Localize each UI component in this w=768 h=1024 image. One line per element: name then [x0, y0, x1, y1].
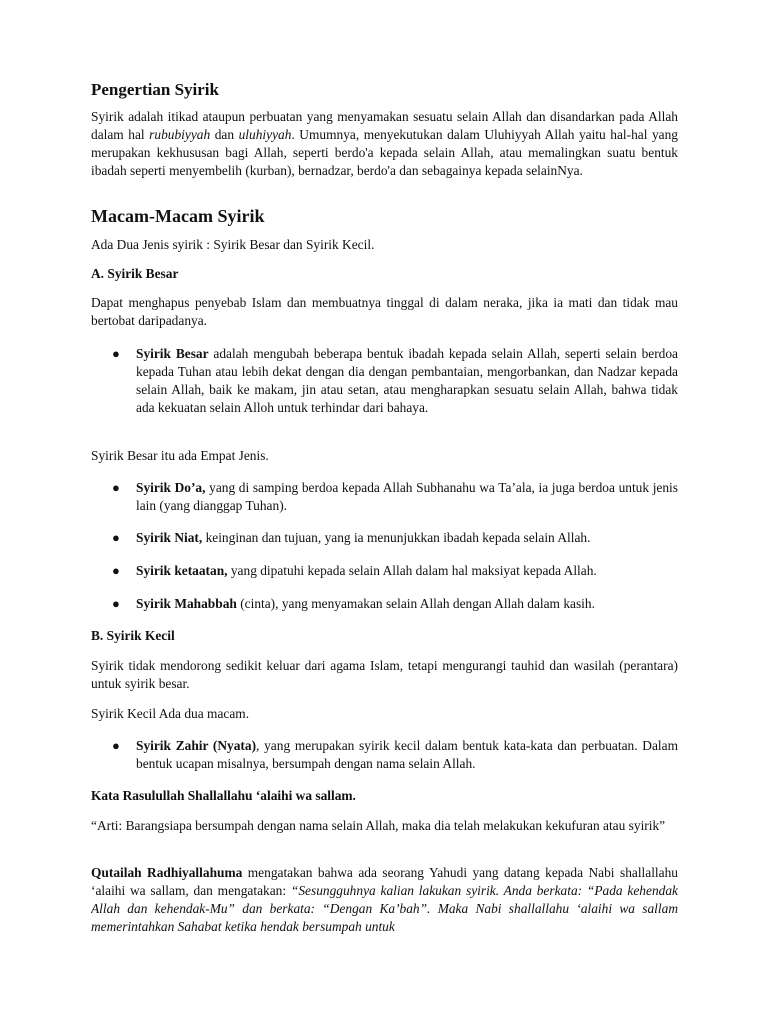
bullet-term: Syirik Besar	[136, 346, 209, 361]
types-intro: Ada Dua Jenis syirik : Syirik Besar dan Syirik Kecil.	[91, 237, 375, 252]
list-item-syirik-niat	[112, 529, 678, 547]
list-item-syirik-zahir	[112, 737, 678, 773]
bullet-term: Syirik Do’a,	[136, 480, 206, 495]
bullet-text: yang dipatuhi kepada selain Allah dalam hal maksiyat kepada Allah.	[227, 563, 597, 578]
bullet-term: Syirik ketaatan,	[136, 563, 228, 578]
intro-italic-rububiyyah: rububiyyah	[149, 127, 211, 142]
bullet-icon: ●	[112, 738, 120, 753]
bullet-term: Syirik Zahir (Nyata)	[136, 738, 257, 753]
list-item-syirik-ketaatan	[112, 562, 678, 580]
bullet-term: Syirik Niat,	[136, 530, 203, 545]
besar-description: Dapat menghapus penyebab Islam dan membuatnya tinggal di dalam neraka, jika ia mati dan tidak mau bertobat daripadanya.	[91, 295, 678, 328]
list-item-syirik-doa	[112, 479, 678, 515]
qutailah-name: Qutailah Radhiyallahuma	[91, 865, 243, 880]
qutailah-italic-quote: “Sesungguhnya kalian lakukan syirik. Anda berkata: “Pada kehendak Allah dan kehendak-Mu” dan berkata: “Dengan Ka’bah”. Maka Nabi shallallahu ‘alaihi wa sallam memerintahkan Sahabat ketika hendak bersumpah untuk	[91, 883, 678, 934]
bullet-term: Syirik Mahabbah	[136, 596, 237, 611]
qutailah-paragraph	[91, 864, 678, 936]
bullet-text: (cinta), yang menyamakan selain Allah dengan Allah dalam kasih.	[236, 596, 595, 611]
intro-and: dan	[214, 127, 235, 142]
page-title: Pengertian Syirik	[91, 80, 219, 99]
kecil-description: Syirik tidak mendorong sedikit keluar dari agama Islam, tetapi mengurangi tauhid dan wasilah (perantara) untuk syirik besar.	[91, 658, 678, 691]
subheading-syirik-kecil: B. Syirik Kecil	[91, 628, 175, 643]
two-types-intro: Syirik Kecil Ada dua macam.	[91, 706, 250, 721]
bullet-text: yang di samping berdoa kepada Allah Subhanahu wa Ta’ala, ia juga berdoa untuk jenis lain (yang dianggap Tuhan).	[136, 480, 678, 513]
section-heading-macam: Macam-Macam Syirik	[91, 206, 265, 226]
intro-paragraph	[91, 108, 678, 180]
bullet-icon: ●	[112, 596, 120, 611]
bullet-icon: ●	[112, 563, 120, 578]
intro-italic-uluhiyyah: uluhiyyah	[238, 127, 292, 142]
qutailah-text: mengatakan bahwa ada seorang Yahudi yang datang kepada Nabi shallallahu ‘alaihi wa sallam, dan mengatakan:	[91, 865, 678, 898]
intro-text-1: Syirik adalah itikad ataupun perbuatan yang menyamakan sesuatu selain Allah dan disandarkan pada Allah dalam hal	[91, 109, 678, 142]
list-item-syirik-besar	[112, 345, 679, 417]
bullet-icon: ●	[112, 346, 120, 361]
bullet-text: , yang merupakan syirik kecil dalam bentuk kata-kata dan perbuatan. Dalam bentuk ucapan misalnya, bersumpah dengan nama selain Allah.	[136, 738, 678, 771]
intro-text-2: . Umumnya, menyekutukan dalam Uluhiyyah Allah yaitu hal-hal yang merupakan kekhususan bagi Allah, seperti berdo'a kepada selain Allah, atau memalingkan suatu bentuk ibadah seperti menyembelih (kurban), bernadzar, berdo'a dan sebagainya kepada selainNya.	[91, 127, 678, 178]
bullet-icon: ●	[112, 530, 120, 545]
four-types-intro: Syirik Besar itu ada Empat Jenis.	[91, 448, 269, 463]
hadith-heading: Kata Rasulullah Shallallahu ‘alaihi wa sallam.	[91, 788, 356, 803]
hadith-quote: “Arti: Barangsiapa bersumpah dengan nama selain Allah, maka dia telah melakukan kekufuran atau syirik”	[91, 818, 666, 833]
bullet-text: adalah mengubah beberapa bentuk ibadah kepada selain Allah, seperti selain berdoa kepada Tuhan atau lebih dekat dengan dia dengan pembantaian, mengorbankan, dan Nadzar kepada selain Allah, baik ke makam, jin atau setan, atau mengharapkan sesuatu selain Allah, bahwa tidak ada kekuatan selain Alloh untuk terhindar dari bahaya.	[136, 346, 679, 415]
list-item-syirik-mahabbah	[112, 595, 678, 613]
subheading-syirik-besar: A. Syirik Besar	[91, 266, 179, 281]
bullet-icon: ●	[112, 480, 120, 495]
bullet-text: keinginan dan tujuan, yang ia menunjukkan ibadah kepada selain Allah.	[202, 530, 591, 545]
